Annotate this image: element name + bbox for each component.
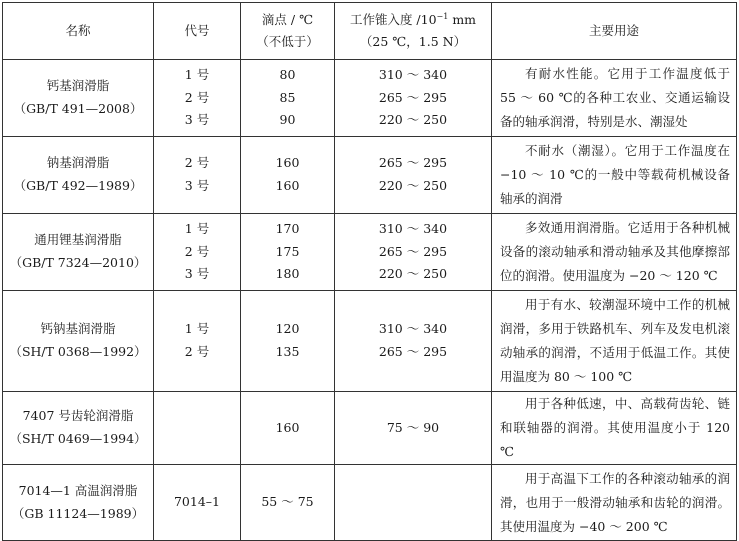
- code-value: 7014–1: [173, 494, 220, 510]
- grease-name-cell: [3, 137, 154, 214]
- drop-point-value: 170: [275, 221, 300, 237]
- code-value: 2 号: [184, 155, 210, 171]
- code-cell: [154, 465, 241, 541]
- drop-point-value: 85: [279, 89, 296, 105]
- penetration-value: 310 ～ 340: [378, 221, 448, 237]
- grease-table: [2, 2, 737, 541]
- header-code: 代号: [154, 3, 241, 60]
- usage-text: 不耐水（潮湿）。它用于工作温度在 −10 ～ 10 ℃的一般中等载荷机械设备轴承的润滑: [500, 143, 730, 206]
- code-value: 2 号: [184, 344, 210, 359]
- table-row: [3, 465, 737, 541]
- drop-point-value: 80: [279, 67, 296, 83]
- usage-cell: [492, 214, 737, 291]
- grease-name-cell: [3, 291, 154, 392]
- grease-name: 钠基润滑脂: [46, 155, 110, 171]
- code-value: 2 号: [184, 89, 210, 105]
- penetration-cell: [335, 214, 492, 291]
- header-penetration-sub: （25 ℃，1.5 N）: [359, 34, 467, 49]
- header-usage: 主要用途: [492, 3, 737, 60]
- code-value: 3 号: [184, 178, 210, 193]
- grease-standard: （GB 11124—1989）: [11, 505, 145, 521]
- code-cell: [154, 291, 241, 392]
- drop-point-cell: [241, 214, 335, 291]
- penetration-value: 265 ～ 295: [378, 89, 448, 105]
- grease-standard: （GB/T 7324—2010）: [9, 255, 147, 270]
- header-penetration-title: 工作锥入度 $/10^{-1}$ mm: [349, 11, 477, 27]
- usage-text: 多效通用润滑脂。它适用于各种机械设备的滚动轴承和滑动轴承及其他摩擦部位的润滑。使用温度为 −20 ～ 120 ℃: [500, 220, 730, 283]
- drop-point-value: 160: [275, 178, 300, 193]
- drop-point-value: 120: [275, 321, 300, 337]
- code-cell: [154, 137, 241, 214]
- penetration-cell: [335, 465, 492, 541]
- grease-name: 7014—1 高温润滑脂: [18, 482, 138, 498]
- penetration-value: 220 ～ 250: [378, 112, 448, 128]
- code-value: 1 号: [184, 221, 210, 237]
- grease-name: 7407 号齿轮润滑脂: [22, 408, 134, 424]
- penetration-value: 220 ～ 250: [378, 266, 448, 282]
- code-cell: [154, 60, 241, 137]
- header-drop-point: [241, 3, 335, 60]
- table-row: [3, 291, 737, 392]
- table-row: [3, 392, 737, 465]
- code-value: 3 号: [184, 266, 210, 282]
- table-row: [3, 214, 737, 291]
- drop-point-value: 160: [275, 155, 300, 171]
- usage-cell: [492, 291, 737, 392]
- table-row: [3, 137, 737, 214]
- drop-point-value: 160: [275, 419, 300, 435]
- usage-cell: [492, 392, 737, 465]
- grease-name: 通用锂基润滑脂: [34, 232, 122, 248]
- drop-point-cell: [241, 137, 335, 214]
- grease-standard: （GB/T 492—1989）: [13, 178, 143, 193]
- grease-name: 钙基润滑脂: [46, 78, 110, 94]
- penetration-value: 310 ～ 340: [378, 67, 448, 83]
- usage-text: 有耐水性能。它用于工作温度低于 55 ～ 60 ℃的各种工农业、交通运输设备的轴承润滑，特别是水、潮湿处: [500, 66, 730, 129]
- penetration-cell: [335, 392, 492, 465]
- grease-name-cell: [3, 214, 154, 291]
- code-value: 2 号: [184, 243, 210, 259]
- penetration-value: 265 ～ 295: [378, 155, 448, 171]
- drop-point-cell: [241, 291, 335, 392]
- grease-table-wrapper: [2, 2, 737, 541]
- drop-point-cell: [241, 392, 335, 465]
- code-value: 3 号: [184, 112, 210, 128]
- penetration-cell: [335, 291, 492, 392]
- drop-point-cell: [241, 465, 335, 541]
- grease-name: 钙钠基润滑脂: [40, 321, 116, 337]
- table-row: [3, 60, 737, 137]
- drop-point-value: 180: [275, 266, 300, 282]
- grease-standard: （SH/T 0469—1994）: [9, 431, 147, 446]
- grease-name-cell: [3, 60, 154, 137]
- usage-cell: [492, 465, 737, 541]
- usage-cell: [492, 137, 737, 214]
- grease-standard: （GB/T 491—2008）: [13, 101, 143, 116]
- header-name: 名称: [3, 3, 154, 60]
- code-cell: [154, 214, 241, 291]
- grease-standard: （SH/T 0368—1992）: [9, 344, 147, 359]
- penetration-value: 265 ～ 295: [378, 243, 448, 259]
- usage-text: 用于高温下工作的各种滚动轴承的润滑，也用于一般滑动轴承和齿轮的润滑。其使用温度为 −40 ～ 200 ℃: [500, 470, 730, 534]
- header-penetration: [335, 3, 492, 60]
- table-header-row: [3, 3, 737, 60]
- drop-point-value: 135: [275, 344, 300, 359]
- penetration-cell: [335, 60, 492, 137]
- drop-point-cell: [241, 60, 335, 137]
- header-drop-point-sub: （不低于）: [256, 34, 319, 49]
- penetration-value: 220 ～ 250: [378, 178, 448, 193]
- grease-name-cell: [3, 465, 154, 541]
- penetration-value: 310 ～ 340: [378, 321, 448, 337]
- usage-cell: [492, 60, 737, 137]
- penetration-value: 265 ～ 295: [378, 344, 448, 359]
- code-value: 1 号: [184, 321, 210, 337]
- penetration-cell: [335, 137, 492, 214]
- penetration-value: 75 ～ 90: [386, 419, 440, 435]
- code-value: 1 号: [184, 67, 210, 83]
- code-cell: [154, 392, 241, 465]
- drop-point-value: 90: [279, 112, 296, 128]
- usage-text: 用于有水、较潮湿环境中工作的机械润滑，多用于铁路机车、列车及发电机滚动轴承的润滑，不适用于低温工作。其使用温度为 80 ～ 100 ℃: [500, 297, 730, 384]
- usage-text: 用于各种低速，中、高载荷齿轮、链和联轴器的润滑。其使用温度小于 120 ℃: [500, 396, 730, 459]
- drop-point-value: 175: [275, 243, 300, 259]
- grease-name-cell: [3, 392, 154, 465]
- header-drop-point-title: 滴点 / ℃: [261, 12, 314, 27]
- drop-point-value: 55 ～ 75: [261, 494, 314, 510]
